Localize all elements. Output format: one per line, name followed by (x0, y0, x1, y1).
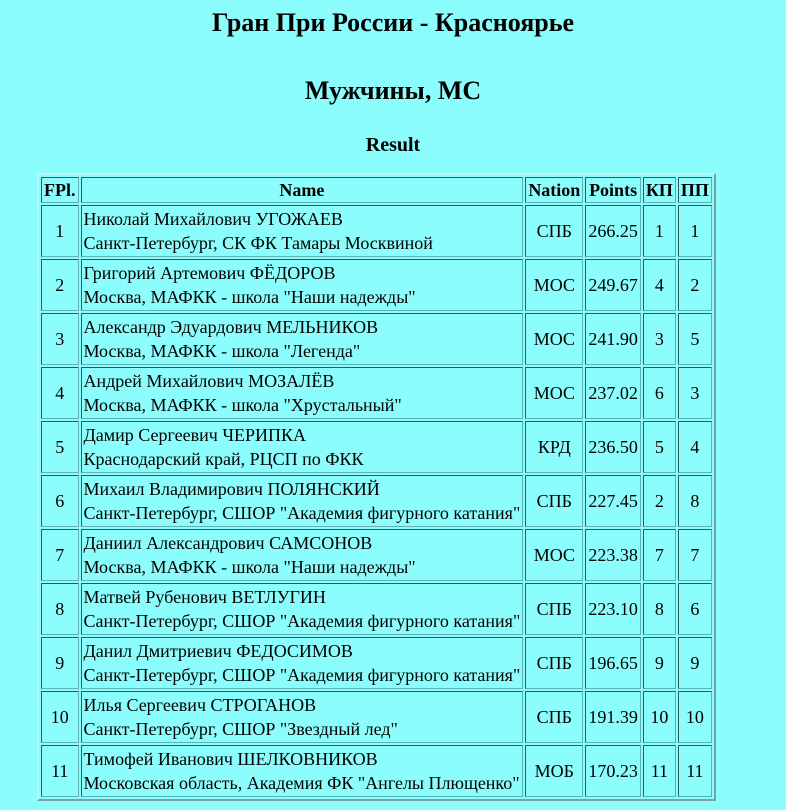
points-cell: 236.50 (585, 421, 641, 473)
skater-name: Тимофей Иванович ШЕЛКОВНИКОВ (83, 749, 378, 769)
nation-cell: СПБ (525, 637, 583, 689)
sp-place-cell: 11 (643, 745, 676, 797)
points-cell: 266.25 (585, 205, 641, 257)
fs-place-cell: 5 (678, 313, 712, 365)
fs-place-cell: 4 (678, 421, 712, 473)
skater-cell (81, 421, 524, 473)
nation-cell: МОС (525, 259, 583, 311)
table-row (41, 421, 712, 473)
skater-club: Москва, МАФКК - школа "Наши надежды" (83, 287, 416, 307)
skater-club: Москва, МАФКК - школа "Легенда" (83, 341, 361, 361)
table-row (41, 475, 712, 527)
sp-place-cell: 10 (643, 691, 676, 743)
header-row (41, 177, 712, 203)
results-table (37, 173, 716, 801)
column-header-points: Points (585, 177, 641, 203)
skater-name: Михаил Владимирович ПОЛЯНСКИЙ (83, 479, 380, 499)
skater-cell (81, 475, 524, 527)
skater-name: Данил Дмитриевич ФЕДОСИМОВ (83, 641, 353, 661)
place-cell: 11 (41, 745, 79, 797)
skater-cell (81, 529, 524, 581)
place-cell: 9 (41, 637, 79, 689)
skater-name: Николай Михайлович УГОЖАЕВ (83, 209, 343, 229)
fs-place-cell: 1 (678, 205, 712, 257)
sp-place-cell: 3 (643, 313, 676, 365)
skater-name: Даниил Александрович САМСОНОВ (83, 533, 373, 553)
column-header-nation: Nation (525, 177, 583, 203)
page (0, 8, 786, 801)
nation-cell: МОС (525, 529, 583, 581)
place-cell: 8 (41, 583, 79, 635)
table-row (41, 529, 712, 581)
fs-place-cell: 11 (678, 745, 712, 797)
fs-place-cell: 7 (678, 529, 712, 581)
sp-place-cell: 2 (643, 475, 676, 527)
skater-name: Александр Эдуардович МЕЛЬНИКОВ (83, 317, 379, 337)
place-cell: 4 (41, 367, 79, 419)
nation-cell: СПБ (525, 205, 583, 257)
sp-place-cell: 8 (643, 583, 676, 635)
points-cell: 241.90 (585, 313, 641, 365)
place-cell: 1 (41, 205, 79, 257)
skater-club: Санкт-Петербург, СШОР "Академия фигурного катания" (83, 611, 521, 631)
skater-cell (81, 205, 524, 257)
nation-cell: СПБ (525, 475, 583, 527)
table-row (41, 313, 712, 365)
fs-place-cell: 3 (678, 367, 712, 419)
skater-name: Матвей Рубенович ВЕТЛУГИН (83, 587, 326, 607)
place-cell: 6 (41, 475, 79, 527)
nation-cell: МОБ (525, 745, 583, 797)
skater-name: Илья Сергеевич СТРОГАНОВ (83, 695, 317, 715)
skater-cell (81, 313, 524, 365)
place-cell: 7 (41, 529, 79, 581)
skater-name: Дамир Сергеевич ЧЕРИПКА (83, 425, 307, 445)
table-row (41, 367, 712, 419)
points-cell: 223.38 (585, 529, 641, 581)
sp-place-cell: 4 (643, 259, 676, 311)
section-title: Result (365, 134, 421, 156)
page-subtitle: Мужчины, МС (304, 76, 482, 105)
table-row (41, 637, 712, 689)
skater-cell (81, 259, 524, 311)
skater-cell (81, 367, 524, 419)
place-cell: 5 (41, 421, 79, 473)
table-row (41, 259, 712, 311)
sp-place-cell: 1 (643, 205, 676, 257)
sp-place-cell: 9 (643, 637, 676, 689)
fs-place-cell: 2 (678, 259, 712, 311)
skater-club: Москва, МАФКК - школа "Хрустальный" (83, 395, 402, 415)
nation-cell: МОС (525, 313, 583, 365)
page-title: Гран При России - Красноярье (211, 8, 575, 37)
points-cell: 170.23 (585, 745, 641, 797)
skater-club: Краснодарский край, РЦСП по ФКК (83, 449, 364, 469)
fs-place-cell: 9 (678, 637, 712, 689)
points-cell: 223.10 (585, 583, 641, 635)
place-cell: 10 (41, 691, 79, 743)
points-cell: 191.39 (585, 691, 641, 743)
nation-cell: СПБ (525, 583, 583, 635)
fs-place-cell: 10 (678, 691, 712, 743)
sp-place-cell: 5 (643, 421, 676, 473)
skater-club: Санкт-Петербург, СШОР "Звездный лед" (83, 719, 398, 739)
table-row (41, 583, 712, 635)
points-cell: 196.65 (585, 637, 641, 689)
skater-name: Андрей Михайлович МОЗАЛЁВ (83, 371, 335, 391)
column-header-name: Name (81, 177, 524, 203)
skater-club: Санкт-Петербург, СШОР "Академия фигурного катания" (83, 503, 521, 523)
table-row (41, 691, 712, 743)
skater-cell (81, 745, 524, 797)
column-header-fs: ПП (678, 177, 712, 203)
column-header-place: FPl. (41, 177, 79, 203)
points-cell: 227.45 (585, 475, 641, 527)
table-row (41, 205, 712, 257)
nation-cell: МОС (525, 367, 583, 419)
skater-club: Московская область, Академия ФК "Ангелы Плющенко" (83, 773, 520, 793)
skater-cell (81, 691, 524, 743)
skater-club: Москва, МАФКК - школа "Наши надежды" (83, 557, 416, 577)
fs-place-cell: 6 (678, 583, 712, 635)
sp-place-cell: 7 (643, 529, 676, 581)
points-cell: 237.02 (585, 367, 641, 419)
skater-cell (81, 637, 524, 689)
sp-place-cell: 6 (643, 367, 676, 419)
skater-club: Санкт-Петербург, СК ФК Тамары Москвиной (83, 233, 433, 253)
fs-place-cell: 8 (678, 475, 712, 527)
table-row (41, 745, 712, 797)
skater-cell (81, 583, 524, 635)
skater-name: Григорий Артемович ФЁДОРОВ (83, 263, 336, 283)
points-cell: 249.67 (585, 259, 641, 311)
place-cell: 2 (41, 259, 79, 311)
nation-cell: СПБ (525, 691, 583, 743)
nation-cell: КРД (525, 421, 583, 473)
skater-club: Санкт-Петербург, СШОР "Академия фигурного катания" (83, 665, 521, 685)
column-header-sp: КП (643, 177, 676, 203)
place-cell: 3 (41, 313, 79, 365)
